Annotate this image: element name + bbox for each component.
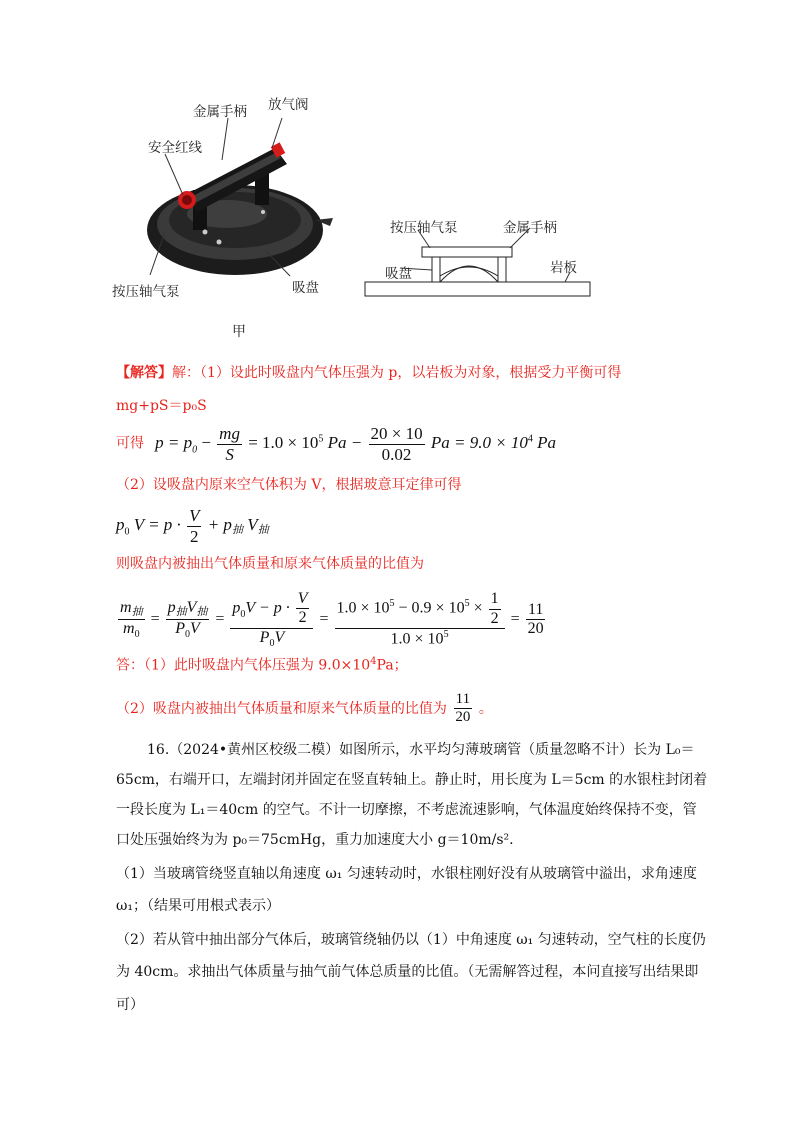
equation-1: 可得 $p = p_0$ − $\frac{mg}{S}$ = $1.0 \times 10^5$ Pa − $\frac{20 \times 10}{0.02}$ $Pa = 9.0 \times 10^4$ Pa [116,424,557,464]
problem16-q1-line-1: （1）当玻璃管绕竖直轴以角速度 ω₁ 匀速转动时，水银柱刚好没有从玻璃管中溢出，求角速度 [116,866,697,882]
answer-2: （2）吸盘内被抽出气体质量和原来气体质量的比值为 $\frac{11}{20}$ 。 [116,691,493,726]
label-suction-cup: 吸盘 [292,280,319,296]
equation-3: $\frac{\text{m抽}}{m_0}$ = $\frac{\text{p抽V抽}}{P_0V}$ = $p_0V - p$ · $\frac{V}{2}$ $P_0V$ = $1.0 \times 10^5 - 0.9 \times 10^5$ × $\frac{1}{2}$ $1.0 \times 10^5$ = $\frac{11}{20}$ [120,590,544,649]
solution-line-2: mg+pS＝p₀S [116,398,207,414]
figure-caption: 甲 [232,324,246,340]
diagram-label-metal-handle: 金属手柄 [503,220,557,236]
problem16-q1-line-2: ω₁；（结果可用根式表示） [116,898,281,914]
problem16-line-1: 16.（2024•黄州区校级二模）如图所示，水平均匀薄玻璃管（质量忽略不计）长为 L₀＝ [147,742,695,758]
solution-header: 【解答】 [116,365,172,381]
diagram-label-suction-cup: 吸盘 [385,266,412,282]
diagram-label-slab: 岩板 [550,260,577,276]
label-pump: 按压轴气泵 [112,284,180,300]
label-release-valve: 放气阀 [268,97,309,113]
problem16-line-4: 口处压强始终为为 p₀＝75cmHg，重力加速度大小 g＝10m/s². [116,832,514,848]
problem16-line-3: 一段长度为 L₁＝40cm 的空气。不计一切摩擦，不考虑流速影响，气体温度始终保持不变，管 [116,802,697,818]
solution-line-3: （2）设吸盘内原来空气体积为 V，根据玻意耳定律可得 [116,477,462,493]
problem16-q2-line-2: 为 40cm。求抽出气体质量与抽气前气体总质量的比值。（无需解答过程，本问直接写出结果即 [116,964,699,980]
label-safety-line: 安全红线 [148,140,202,156]
diagram-label-pump: 按压轴气泵 [390,220,458,236]
solution-line-4: 则吸盘内被抽出气体质量和原来气体质量的比值为 [116,556,424,572]
problem16-q2-line-3: 可） [116,997,144,1013]
answer-1: 答：（1）此时吸盘内气体压强为 $9.0\times 10^4Pa$； [116,656,408,674]
equation-2: $p_0$ V = p · $\frac{V}{2}$ + p抽 V抽 [116,506,269,546]
problem16-line-2: 65cm，右端开口，左端封闭并固定在竖直转轴上。静止时，用长度为 L＝5cm 的水银柱封闭着 [116,772,708,788]
solution-line-1: 【解答】解：（1）设此时吸盘内气体压强为 p，以岩板为对象，根据受力平衡可得 [116,365,622,381]
label-metal-handle: 金属手柄 [193,104,247,120]
problem16-q2-line-1: （2）若从管中抽出部分气体后，玻璃管绕轴仍以（1）中角速度 ω₁ 匀速转动，空气柱的长度仍 [116,932,706,948]
